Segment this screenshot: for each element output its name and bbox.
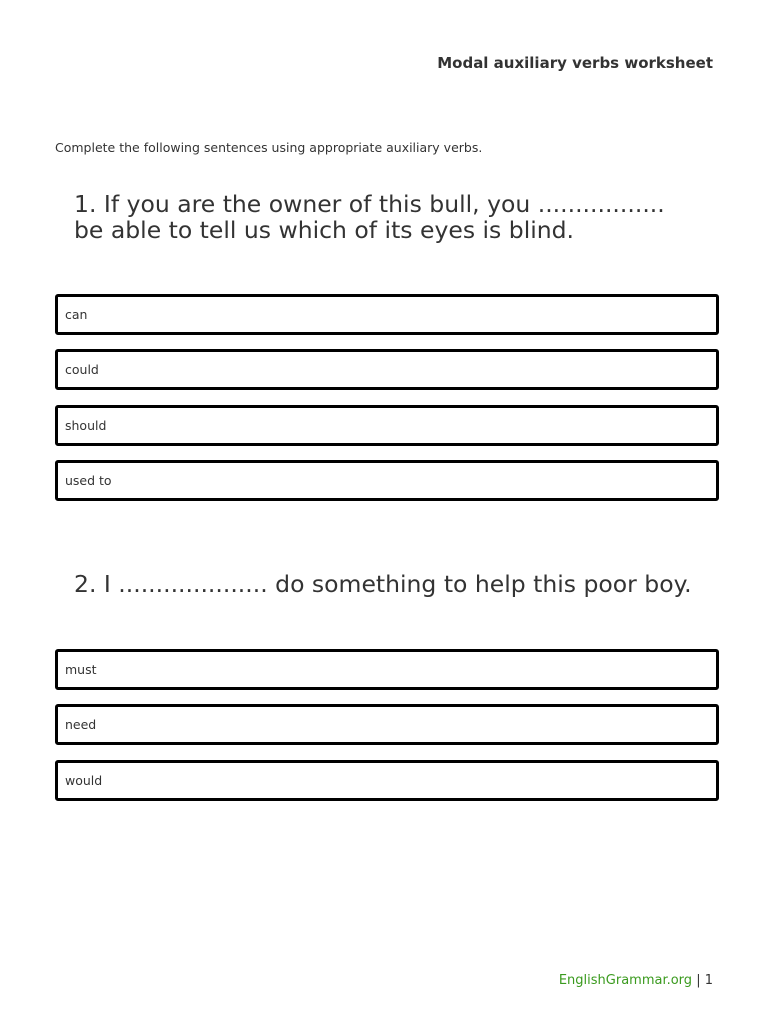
question-2-option-need[interactable] xyxy=(55,704,719,745)
instructions: Complete the following sentences using appropriate auxiliary verbs. xyxy=(55,140,483,155)
footer xyxy=(559,973,713,988)
option-label: should xyxy=(65,418,107,433)
option-label: must xyxy=(65,662,97,677)
worksheet-title: Modal auxiliary verbs worksheet xyxy=(437,54,713,72)
question-1-option-could[interactable] xyxy=(55,349,719,390)
option-label: could xyxy=(65,362,99,377)
option-label: used to xyxy=(65,473,112,488)
question-2-option-would[interactable] xyxy=(55,760,719,801)
option-label: need xyxy=(65,717,97,732)
question-2-text: 2. I .................... do something to help this poor boy. xyxy=(74,570,692,598)
page-number: 1 xyxy=(704,973,713,988)
question-1-option-used-to[interactable] xyxy=(55,460,719,501)
question-1-text: 1. If you are the owner of this bull, you ................. be able to tell us which of its eyes is blind. xyxy=(74,190,665,244)
footer-separator: | xyxy=(692,973,705,988)
question-1-option-can[interactable] xyxy=(55,294,719,335)
footer-brand-link[interactable]: EnglishGrammar.org xyxy=(558,973,693,988)
question-1-option-should[interactable] xyxy=(55,405,719,446)
option-label: would xyxy=(65,773,103,788)
question-2-option-must[interactable] xyxy=(55,649,719,690)
option-label: can xyxy=(65,307,88,322)
